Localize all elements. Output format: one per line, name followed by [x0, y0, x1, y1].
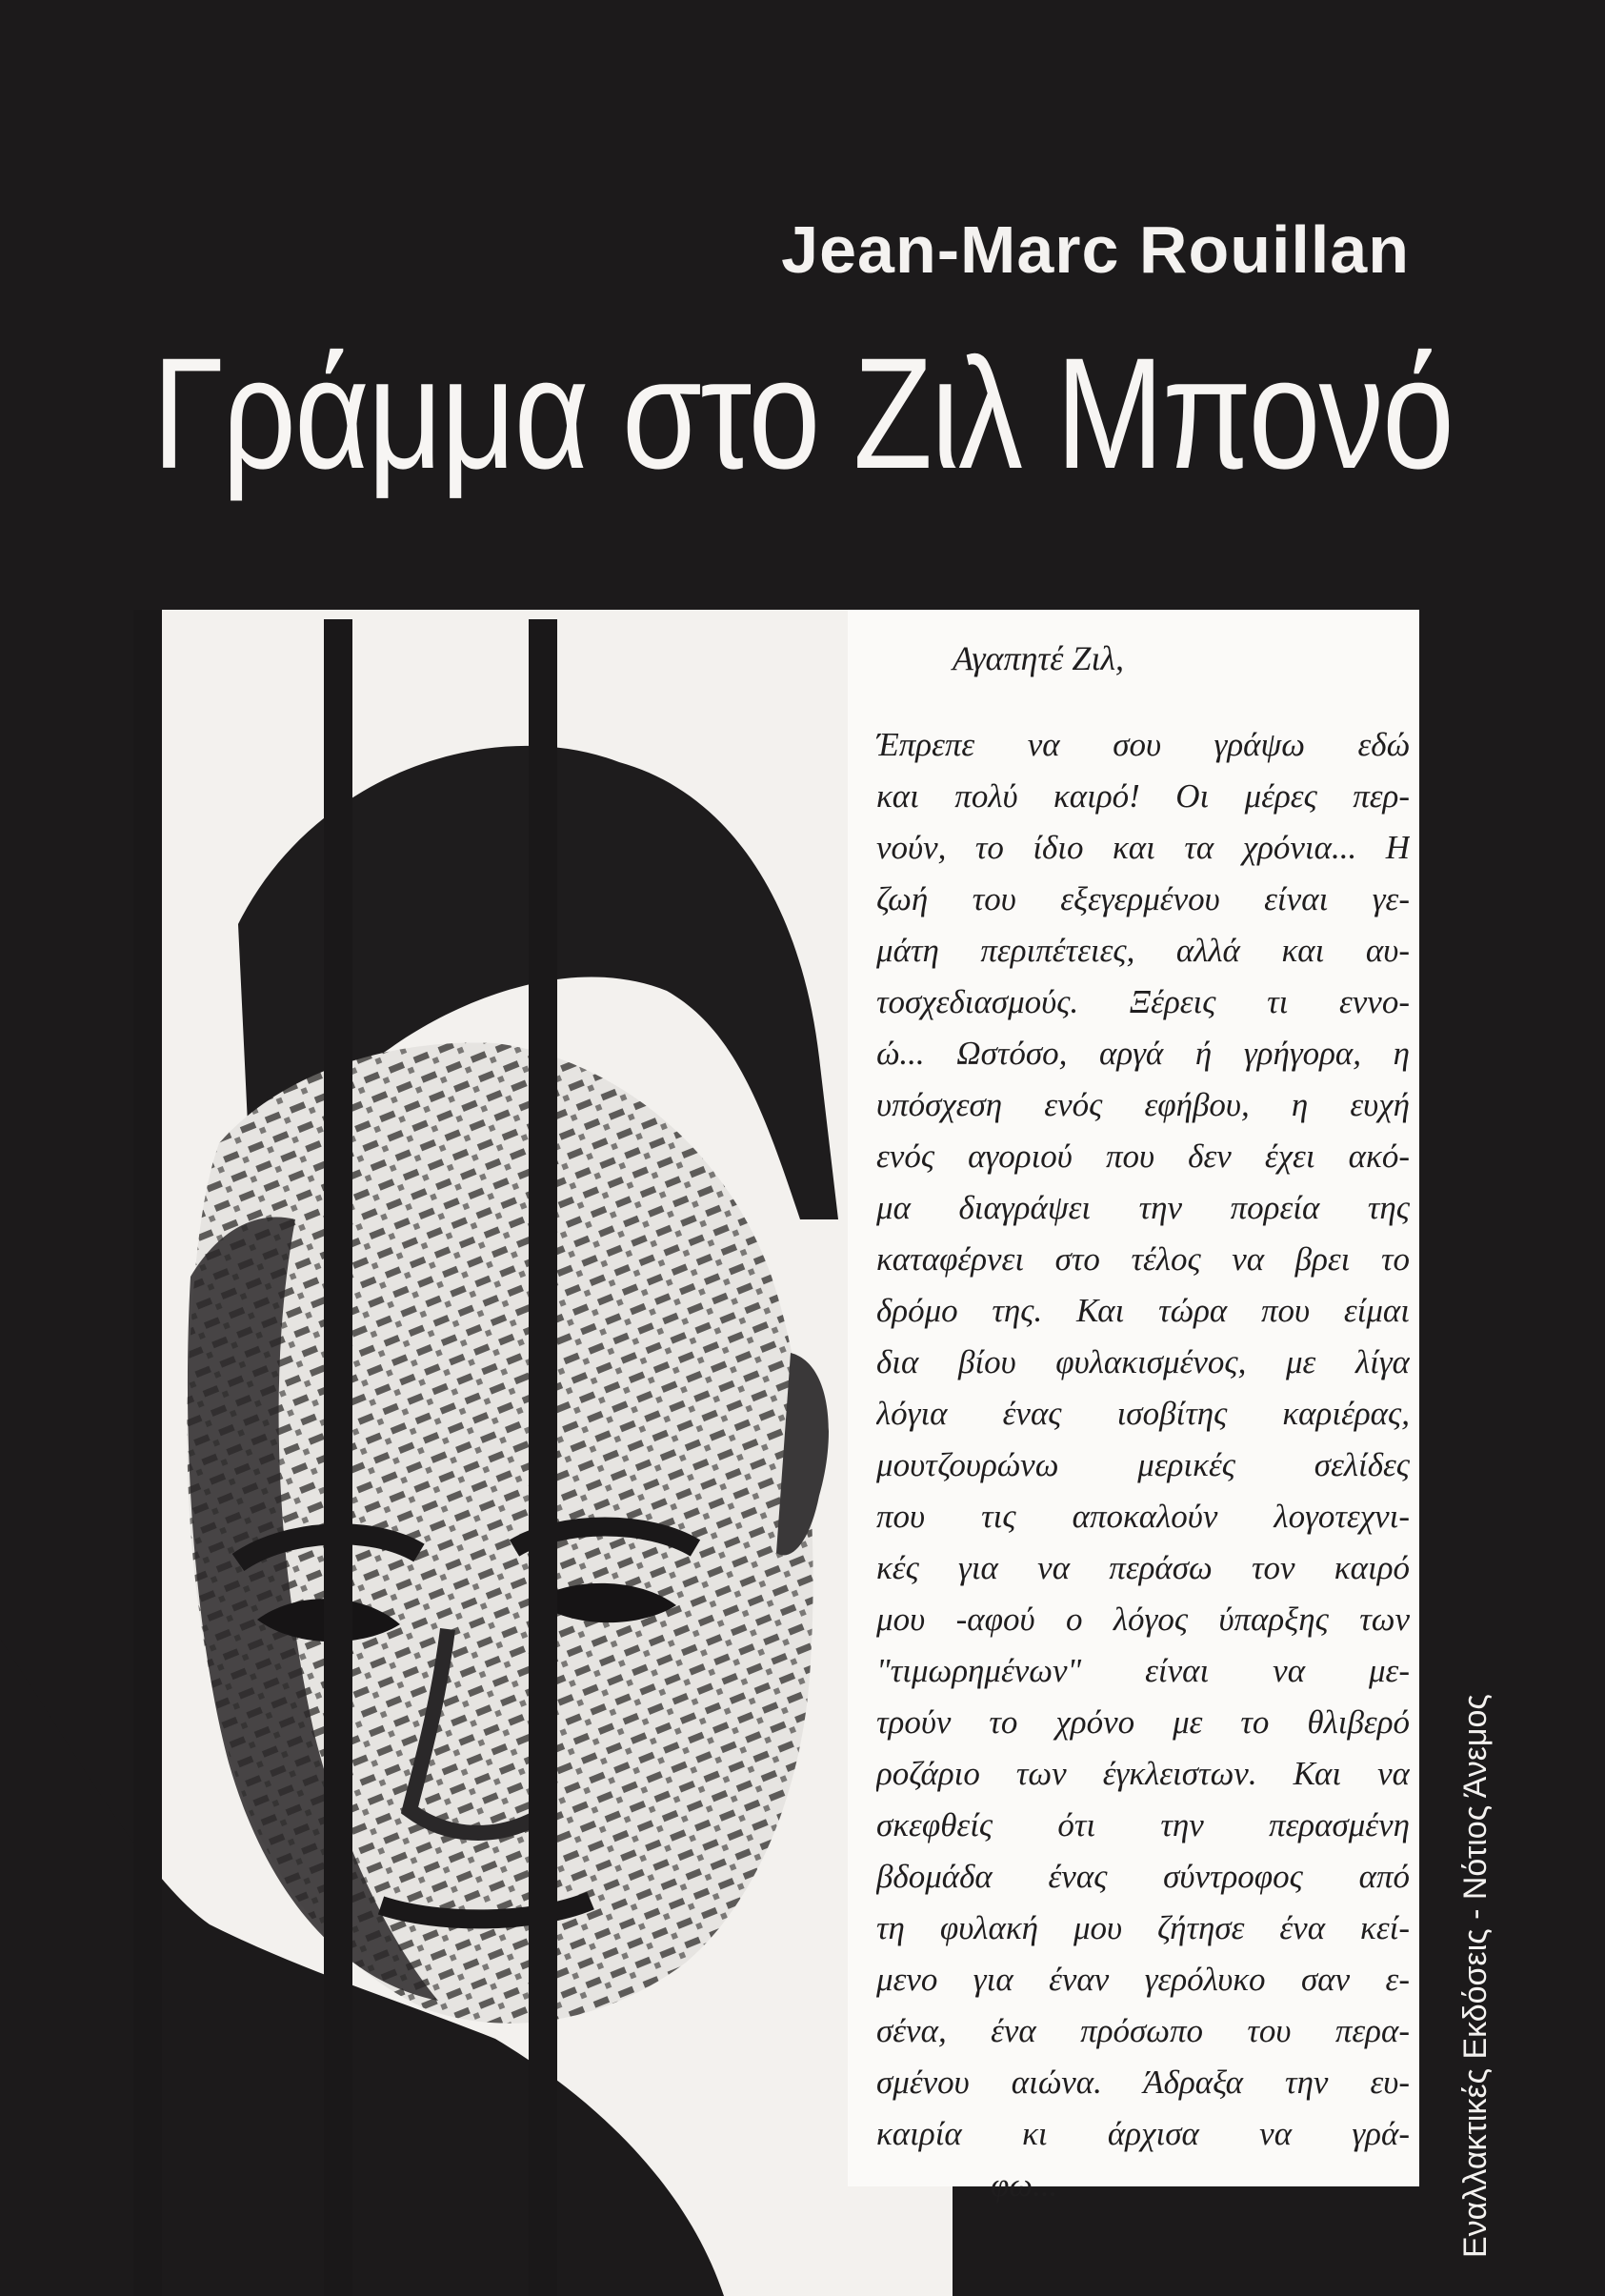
- letter-line: μα διαγράψει την πορεία της: [876, 1189, 1410, 1226]
- author-name: Jean-Marc Rouillan: [781, 212, 1410, 287]
- letter-line: που τις αποκαλούν λογοτεχνι-: [876, 1498, 1410, 1535]
- letter-line: φω...: [991, 2166, 1058, 2204]
- letter-line: καιρία κι άρχισα να γρά-: [876, 2115, 1410, 2152]
- letter-line: λόγια ένας ισοβίτης καριέρας,: [876, 1395, 1410, 1432]
- letter-line: ενός αγοριού που δεν έχει ακό-: [876, 1138, 1410, 1175]
- letter-line: μου -αφού ο λόγος ύπαρξης των: [876, 1601, 1410, 1638]
- book-title: Γράμμα στο Ζιλ Μπονό: [152, 326, 1454, 502]
- prisoner-behind-bars-illustration: [0, 610, 953, 2296]
- cover-photo: [0, 610, 953, 2296]
- letter-line: σκεφθείς ότι την περασμένη: [876, 1806, 1410, 1843]
- letter-line: "τιμωρημένων" είναι να με-: [876, 1652, 1410, 1689]
- letter-line: σένα, ένα πρόσωπο του περα-: [876, 2012, 1410, 2049]
- letter-line: Έπρεπε να σου γράψω εδώ: [876, 726, 1410, 763]
- letter-line: τρούν το χρόνο με το θλιβερό: [876, 1703, 1410, 1741]
- letter-line: μάτη περιπέτειες, αλλά και αυ-: [876, 932, 1410, 969]
- publisher-spine-text: Εναλλακτικές Εκδόσεις - Νότιος Άνεμος: [1457, 1694, 1494, 2258]
- letter-line: δια βίου φυλακισμένος, με λίγα: [876, 1343, 1410, 1380]
- letter-line: τοσχεδιασμούς. Ξέρεις τι εννο-: [876, 983, 1410, 1020]
- letter-line: ροζάριο των έγκλειστων. Και να: [876, 1755, 1410, 1792]
- letter-greeting: Αγαπητέ Ζιλ,: [953, 639, 1125, 677]
- letter-line: κές για να περάσω τον καιρό: [876, 1549, 1410, 1586]
- letter-line: ώ... Ωστόσο, αργά ή γρήγορα, η: [876, 1035, 1410, 1072]
- letter-line: μενο για έναν γερόλυκο σαν ε-: [876, 1961, 1410, 1998]
- letter-line: δρόμο της. Και τώρα που είμαι: [876, 1292, 1410, 1329]
- letter-line: νούν, το ίδιο και τα χρόνια... Η: [876, 829, 1410, 866]
- letter-line: και πολύ καιρό! Οι μέρες περ-: [876, 777, 1410, 815]
- letter-line: καταφέρνει στο τέλος να βρει το: [876, 1240, 1410, 1278]
- letter-line: βδομάδα ένας σύντροφος από: [876, 1858, 1410, 1895]
- letter-line: μουτζουρώνω μερικές σελίδες: [876, 1446, 1410, 1483]
- letter-line: ζωή του εξεγερμένου είναι γε-: [876, 880, 1410, 917]
- letter-line: υπόσχεση ενός εφήβου, η ευχή: [876, 1086, 1410, 1123]
- letter-body: [876, 719, 1410, 2211]
- letter-line: σμένου αιώνα. Άδραξα την ευ-: [876, 2064, 1410, 2101]
- letter-line: τη φυλακή μου ζήτησε ένα κεί-: [876, 1909, 1410, 1946]
